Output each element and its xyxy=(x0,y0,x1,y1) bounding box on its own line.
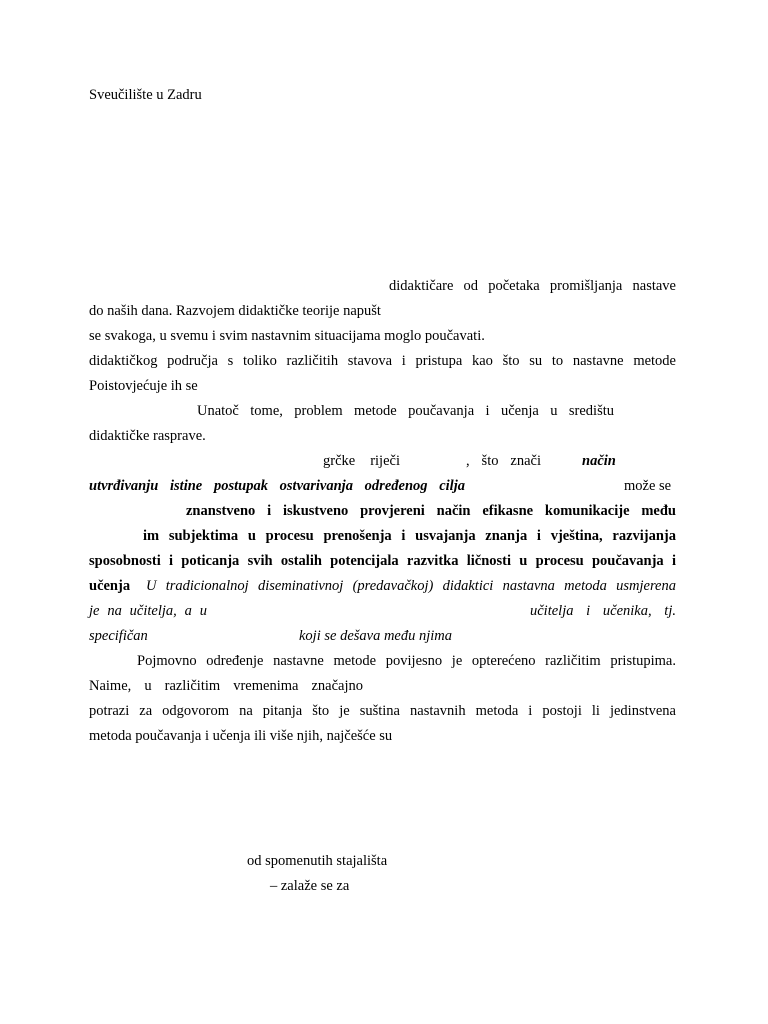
text-line: znanstveno i iskustveno provjereni način efikasne komunikacije među xyxy=(186,503,676,519)
text-line: od spomenutih stajališta xyxy=(247,853,388,869)
text-line: Poistovjećuje ih se xyxy=(89,378,198,394)
text-line: do naših dana. Razvojem didaktičke teorije napušt xyxy=(89,303,381,319)
text-line: sposobnosti i poticanja svih ostalih potencijala razvitka ličnosti u procesu poučavanja i xyxy=(89,553,676,569)
text-fragment: način xyxy=(582,453,616,469)
text-line: didaktičkog područja s toliko različitih stavova i pristupa kao što su to nastavne metode xyxy=(89,353,676,369)
text-line: Naime, u različitim vremenima značajno xyxy=(89,678,363,694)
text-line: Pojmovno određenje nastavne metode povijesno je opterećeno različitim pristupima. xyxy=(137,653,676,669)
text-line: didaktičke rasprave. xyxy=(89,428,206,444)
text-fragment: grčke riječi xyxy=(323,453,400,469)
text-line: im subjektima u procesu prenošenja i usvajanja znanja i vještina, razvijanja xyxy=(143,528,676,544)
text-line: potrazi za odgovorom na pitanja što je suština nastavnih metoda i postoji li jedinstvena xyxy=(89,703,676,719)
text-fragment: je na učitelja, a u xyxy=(89,603,207,619)
text-fragment: specifičan xyxy=(89,628,148,644)
text-fragment: U tradicionalnoj diseminativnoj (predavačkoj) didaktici nastavna metoda usmjerena xyxy=(146,578,676,594)
text-fragment: učenja xyxy=(89,578,131,594)
text-line: didaktičare od početaka promišljanja nastave xyxy=(389,278,676,294)
text-fragment: , što znači xyxy=(466,453,541,469)
text-fragment: koji se dešava među njima xyxy=(299,628,453,644)
university-name: Sveučilište u Zadru xyxy=(89,87,202,103)
text-line: metoda poučavanja i učenja ili više njih, najčešće su xyxy=(89,728,393,744)
text-line: se svakoga, u svemu i svim nastavnim situacijama moglo poučavati. xyxy=(89,328,485,344)
text-line: – zalaže se za xyxy=(270,878,350,894)
text-fragment: učitelja i učenika, tj. xyxy=(530,603,676,619)
text-line: Unatoč tome, problem metode poučavanja i učenja u središtu xyxy=(197,403,614,419)
text-fragment: može se xyxy=(624,478,672,494)
text-fragment: utvrđivanju istine postupak ostvarivanja određenog cilja xyxy=(89,478,465,494)
